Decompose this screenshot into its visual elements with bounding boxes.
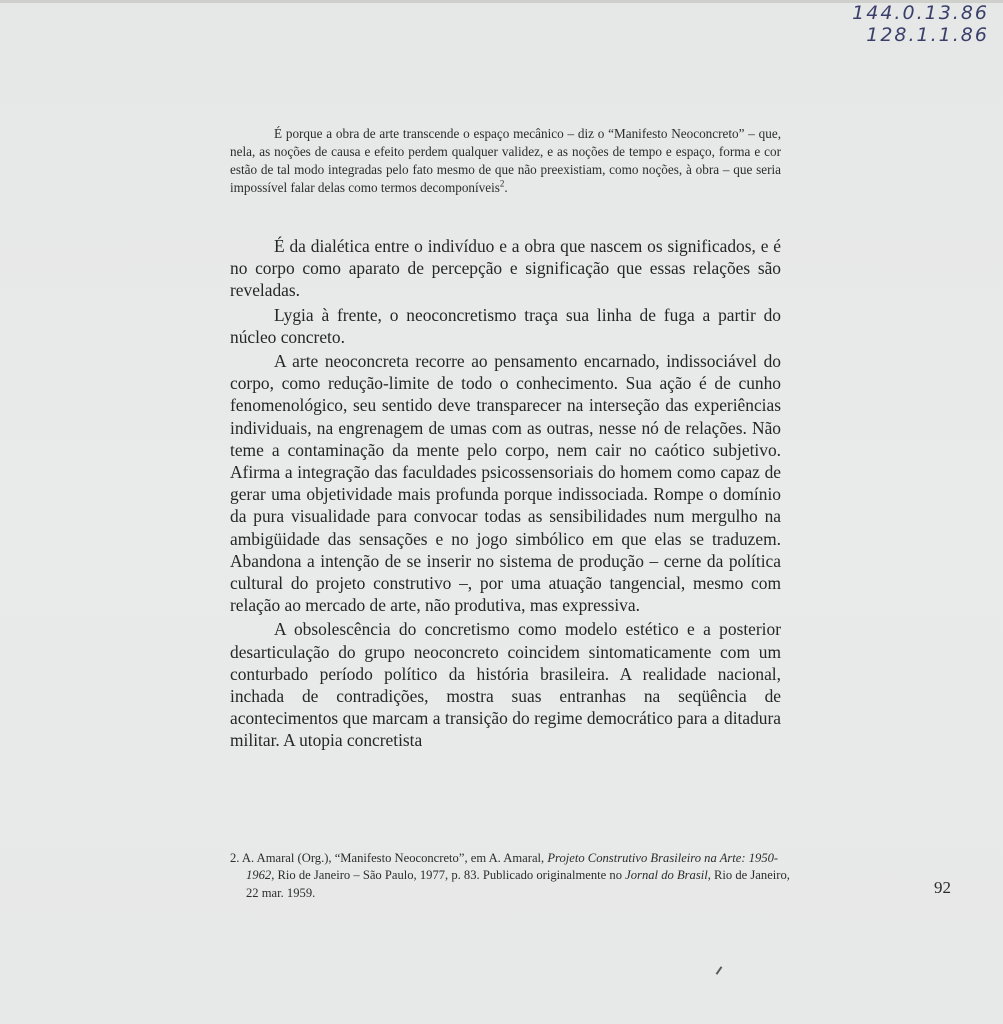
footnote-title-1: Projeto Construtivo Brasileiro na Arte: 1950-1962: [246, 851, 779, 883]
paragraph: É da dialética entre o indivíduo e a obra que nascem os significados, e é no corpo como aparato de percepção e significação que essas relações são reveladas.: [230, 236, 781, 301]
annotation-line-1: 144.0.13.86: [852, 2, 989, 24]
annotation-line-2: 128.1.1.86: [866, 24, 989, 46]
footnote-text-3: , Rio de Janeiro, 22 mar. 1959.: [246, 868, 790, 900]
page-number: 92: [934, 878, 951, 897]
paragraph: A obsolescência do concretismo como modelo estético e a posterior desarticulação do grupo neoconcreto coincidem sintomaticamente com um conturbado período político da história brasileira. A realidade nacional, inchada de contradições, mostra suas entranhas na seqüência de acontecimentos que marcam a transição do regime democrático para a ditadura militar. A utopia concretista: [230, 619, 781, 751]
footnote: [230, 850, 801, 902]
quote-text: É porque a obra de arte transcende o espaço mecânico – diz o “Manifesto Neoconcreto” – que, nela, as noções de causa e efeito perdem qualquer validez, e as noções de tempo e espaço, forma e cor estão de tal modo integradas pelo fato mesmo de que não preexistiam, como noções, à obra – que seria impossível falar delas como termos decomponíveis: [230, 126, 781, 195]
footnote-reference: 2: [499, 178, 505, 189]
block-quote: É porque a obra de arte transcende o espaço mecânico – diz o “Manifesto Neoconcreto” – que, nela, as noções de causa e efeito perdem qualquer validez, e as noções de tempo e espaço, forma e cor estão de tal modo integradas pelo fato mesmo de que não preexistiam, como noções, à obra – que seria impossível falar delas como termos decomponíveis$^2$.: [230, 126, 781, 195]
footnote-number: 2.: [230, 851, 240, 865]
paragraph: A arte neoconcreta recorre ao pensamento encarnado, indissociável do corpo, como redução-limite de todo o conhecimento. Sua ação é de cunho fenomenológico, seu sentido deve transparecer na interseção das experiências individuais, na engrenagem de umas com as outras, nesse nó de relações. Não teme a contaminação da mente pelo corpo, nem cair no caótico subjetivo. Afirma a integração das faculdades psicossensoriais do homem como capaz de gerar uma objetividade mais profunda porque indissociada. Rompe o domínio da pura visualidade para convocar todas as sensibilidades num mergulho na ambigüidade das sensações e no jogo simbólico em que elas se traduzem. Abandona a intenção de se inserir no sistema de produção – cerne da política cultural do projeto construtivo –, por uma atuação tangencial, mesmo com relação ao mercado de arte, não produtiva, mas expressiva.: [230, 351, 781, 616]
paragraph: Lygia à frente, o neoconcretismo traça sua linha de fuga a partir do núcleo concreto.: [230, 304, 781, 347]
handwritten-annotation: [852, 2, 989, 46]
footnote-text-2: , Rio de Janeiro – São Paulo, 1977, p. 83. Publicado originalmente no: [271, 868, 626, 883]
body-text: [230, 235, 781, 754]
footnote-text-1: A. Amaral (Org.), “Manifesto Neoconcreto”, em A. Amaral,: [241, 851, 548, 865]
footnote-title-2: Jornal do Brasil: [625, 868, 708, 883]
ink-speck: [716, 966, 723, 975]
